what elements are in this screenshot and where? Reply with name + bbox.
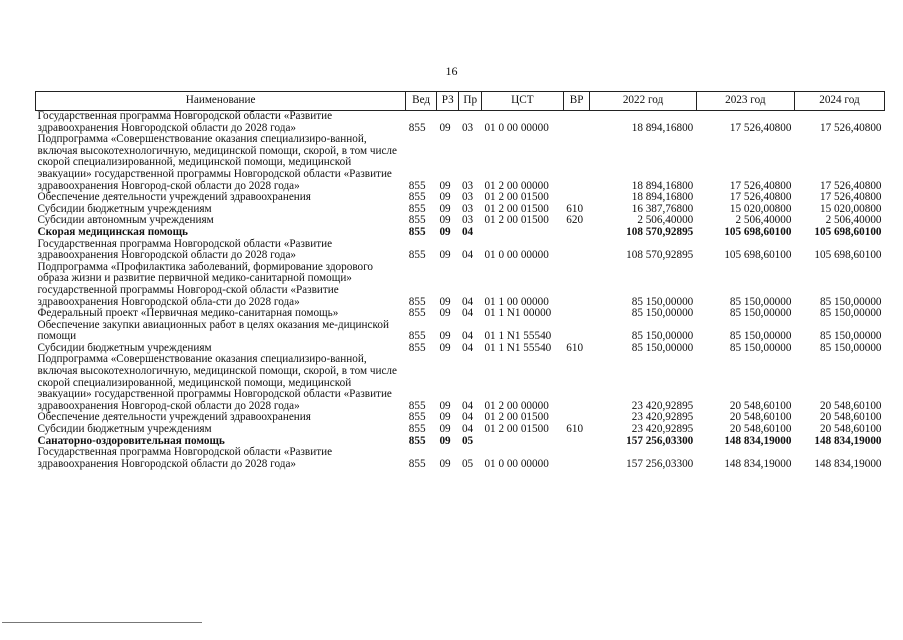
table-row [36, 111, 885, 135]
cell-rz: 09 [439, 434, 451, 447]
cell-2023: 20 548,60100 [729, 399, 792, 412]
cell-vr: 610 [566, 202, 584, 215]
cell-name: Подпрограмма «Совершенствование оказания специализиро-ванной, включая высокотехнологичную, медицинской помощи, скорой, в том числе скорой специализированной, медицинской помощи, медицинской эвакуации» государственной программы Новгородской области «Развитие здравоохранения Новгород-ской области до 2028 года» [37, 133, 397, 192]
cell-rz: 09 [439, 214, 451, 227]
cell-ved: 855 [408, 249, 426, 262]
cell-name: Субсидии бюджетным учреждениям [37, 202, 212, 215]
cell-vr [563, 134, 590, 192]
cell-ved: 855 [408, 191, 426, 204]
header-name: Наименование [36, 92, 406, 111]
cell-name: Обеспечение деятельности учреждений здравоохранения [37, 411, 311, 424]
cell-rz: 09 [439, 399, 451, 412]
cell-2022: 2 506,40000 [637, 214, 694, 227]
cell-2022: 23 420,92895 [631, 423, 694, 436]
cell-ved: 855 [408, 434, 426, 447]
cell-2023: 85 150,00000 [729, 307, 792, 320]
cell-vr: 610 [566, 423, 584, 436]
cell-vr [563, 239, 590, 262]
cell-vr [563, 320, 590, 343]
cell-cst: 01 1 00 00000 [484, 295, 549, 308]
cell-ved: 855 [408, 330, 426, 343]
cell-vr [563, 354, 590, 412]
cell-name: Подпрограмма «Совершенствование оказания специализиро-ванной, включая высокотехнологичную, медицинской помощи, скорой, в том числе скорой специализированной, медицинской помощи, медицинской эвакуации» государственной программы Новгородской области «Развитие здравоохранения Новгород-ской области до 2028 года» [37, 353, 397, 412]
cell-cst: 01 2 00 01500 [484, 202, 549, 215]
cell-2023: 148 834,19000 [724, 434, 792, 447]
table-row [36, 227, 885, 239]
table-header [36, 92, 885, 111]
cell-vr [563, 447, 590, 470]
cell-name: Государственная программа Новгородской области «Развитие здравоохранения Новгородской области до 2028 года» [37, 110, 333, 134]
cell-2022: 85 150,00000 [631, 341, 694, 354]
table-row [36, 192, 885, 204]
cell-vr: 620 [566, 214, 584, 227]
cell-rz: 09 [439, 191, 451, 204]
cell-pr: 03 [461, 179, 474, 192]
cell-ved: 855 [408, 214, 426, 227]
table-row [36, 262, 885, 308]
cell-name: Государственная программа Новгородской области «Развитие здравоохранения Новгородской области до 2028 года» [37, 237, 333, 262]
cell-2024: 17 526,40800 [819, 191, 882, 204]
cell-cst [481, 227, 563, 239]
cell-2024: 17 526,40800 [819, 121, 882, 134]
table-row [36, 308, 885, 320]
cell-cst: 01 2 00 01500 [484, 423, 549, 436]
table-row [36, 447, 885, 470]
cell-2022: 85 150,00000 [631, 307, 694, 320]
cell-2023: 105 698,60100 [724, 225, 792, 238]
cell-cst [481, 436, 563, 448]
header-pr: Пр [459, 92, 482, 111]
cell-pr: 05 [461, 434, 474, 447]
cell-name: Санаторно-оздоровительная помощь [37, 434, 225, 447]
cell-2023: 17 526,40800 [729, 121, 792, 134]
header-2022: 2022 год [590, 92, 696, 111]
cell-2024: 20 548,60100 [819, 423, 882, 436]
cell-name: Государственная программа Новгородской области «Развитие здравоохранения Новгородской области до 2028 года» [37, 446, 333, 470]
cell-2024: 148 834,19000 [814, 457, 882, 470]
header-vr: ВР [563, 92, 590, 111]
cell-2023: 20 548,60100 [729, 423, 792, 436]
header-ved: Вед [406, 92, 437, 111]
cell-2022: 18 894,16800 [631, 179, 694, 192]
cell-2024: 20 548,60100 [819, 399, 882, 412]
cell-2023: 2 506,40000 [735, 214, 792, 227]
cell-ved: 855 [408, 121, 426, 134]
cell-cst: 01 0 00 00000 [484, 249, 549, 262]
cell-2023: 17 526,40800 [729, 191, 792, 204]
cell-2023: 105 698,60100 [724, 249, 792, 262]
cell-2023: 85 150,00000 [729, 330, 792, 343]
cell-ved: 855 [408, 399, 426, 412]
cell-name: Обеспечение закупки авиационных работ в целях оказания ме-дицинской помощи [37, 318, 389, 343]
cell-rz: 09 [439, 457, 451, 470]
table-row [36, 320, 885, 343]
cell-2022: 108 570,92895 [626, 249, 694, 262]
cell-name: Скорая медицинская помощь [37, 225, 188, 238]
cell-cst: 01 1 N1 55540 [484, 330, 552, 343]
cell-rz: 09 [439, 202, 451, 215]
cell-rz: 09 [439, 341, 451, 354]
cell-rz: 09 [439, 411, 451, 424]
cell-pr: 04 [461, 225, 474, 238]
cell-cst: 01 0 00 00000 [484, 121, 549, 134]
header-cst: ЦСТ [481, 92, 563, 111]
cell-2024: 85 150,00000 [819, 330, 882, 343]
cell-vr [563, 227, 590, 239]
cell-2022: 23 420,92895 [631, 399, 694, 412]
cell-vr: 610 [566, 341, 584, 354]
cell-pr: 04 [461, 295, 474, 308]
cell-cst: 01 2 00 01500 [484, 411, 549, 424]
cell-2024: 15 020,00800 [819, 202, 882, 215]
cell-ved: 855 [408, 411, 426, 424]
page-number: 16 [445, 64, 458, 78]
cell-pr: 03 [461, 202, 474, 215]
cell-2022: 157 256,03300 [626, 457, 694, 470]
cell-name: Подпрограмма «Профилактика заболеваний, формирование здорового образа жизни и развитие первичной медико-санитарной помощи» государственной программы Новгород-ской области «Развитие здравоохранения Новгородской обла-сти до 2028 года» [37, 260, 374, 308]
cell-rz: 09 [439, 121, 451, 134]
cell-pr: 04 [461, 307, 474, 320]
cell-name: Обеспечение деятельности учреждений здравоохранения [37, 191, 311, 204]
cell-pr: 05 [461, 457, 474, 470]
header-rz: РЗ [436, 92, 459, 111]
cell-ved: 855 [408, 225, 426, 238]
cell-ved: 855 [408, 202, 426, 215]
cell-pr: 04 [461, 249, 474, 262]
cell-rz: 09 [439, 423, 451, 436]
table-row [36, 239, 885, 262]
cell-2024: 20 548,60100 [819, 411, 882, 424]
cell-name: Субсидии бюджетным учреждениям [37, 341, 212, 354]
cell-rz: 09 [439, 307, 451, 320]
cell-2024: 85 150,00000 [819, 295, 882, 308]
cell-2023: 148 834,19000 [724, 457, 792, 470]
cell-pr: 03 [461, 121, 474, 134]
table-row [36, 134, 885, 192]
cell-vr [563, 111, 590, 135]
cell-rz: 09 [439, 295, 451, 308]
cell-2022: 16 387,76800 [631, 202, 694, 215]
header-2023: 2023 год [696, 92, 794, 111]
cell-2022: 108 570,92895 [626, 225, 694, 238]
cell-ved: 855 [408, 307, 426, 320]
cell-2024: 17 526,40800 [819, 179, 882, 192]
cell-2022: 18 894,16800 [631, 191, 694, 204]
cell-cst: 01 1 N1 00000 [484, 307, 552, 320]
cell-pr: 04 [461, 330, 474, 343]
cell-pr: 03 [461, 191, 474, 204]
cell-cst: 01 2 00 00000 [484, 179, 549, 192]
cell-2023: 15 020,00800 [729, 202, 792, 215]
cell-rz: 09 [439, 249, 451, 262]
cell-2022: 85 150,00000 [631, 330, 694, 343]
cell-cst: 01 1 N1 55540 [484, 341, 552, 354]
cell-pr: 04 [461, 399, 474, 412]
cell-cst: 01 0 00 00000 [484, 457, 549, 470]
cell-2023: 17 526,40800 [729, 179, 792, 192]
cell-2022: 18 894,16800 [631, 121, 694, 134]
cell-name: Федеральный проект «Первичная медико-санитарная помощь» [37, 307, 339, 320]
cell-pr: 04 [461, 341, 474, 354]
table-row [36, 424, 885, 436]
cell-2023: 85 150,00000 [729, 295, 792, 308]
cell-vr [563, 308, 590, 320]
cell-ved: 855 [408, 341, 426, 354]
cell-2024: 2 506,40000 [825, 214, 882, 227]
cell-2022: 85 150,00000 [631, 295, 694, 308]
cell-cst: 01 2 00 01500 [484, 214, 549, 227]
cell-2022: 157 256,03300 [626, 434, 694, 447]
budget-table [35, 91, 885, 470]
cell-cst: 01 2 00 01500 [484, 191, 549, 204]
cell-vr [563, 192, 590, 204]
cell-pr: 04 [461, 411, 474, 424]
cell-rz: 09 [439, 179, 451, 192]
cell-2024: 105 698,60100 [814, 225, 882, 238]
cell-2024: 148 834,19000 [814, 434, 882, 447]
cell-ved: 855 [408, 457, 426, 470]
cell-ved: 855 [408, 423, 426, 436]
cell-ved: 855 [408, 295, 426, 308]
footer-rule [2, 622, 202, 623]
cell-2023: 20 548,60100 [729, 411, 792, 424]
cell-2024: 85 150,00000 [819, 307, 882, 320]
cell-2024: 105 698,60100 [814, 249, 882, 262]
cell-pr: 04 [461, 423, 474, 436]
cell-name: Субсидии бюджетным учреждениям [37, 423, 212, 436]
cell-cst: 01 2 00 00000 [484, 399, 549, 412]
cell-rz: 09 [439, 330, 451, 343]
cell-rz: 09 [439, 225, 451, 238]
cell-ved: 855 [408, 179, 426, 192]
table-row [36, 354, 885, 412]
cell-2023: 85 150,00000 [729, 341, 792, 354]
table-body [36, 111, 885, 471]
cell-name: Субсидии автономным учреждениям [37, 214, 214, 227]
cell-pr: 03 [461, 214, 474, 227]
cell-2022: 23 420,92895 [631, 411, 694, 424]
cell-2024: 85 150,00000 [819, 341, 882, 354]
cell-vr [563, 262, 590, 308]
header-2024: 2024 год [794, 92, 884, 111]
cell-vr [563, 436, 590, 448]
